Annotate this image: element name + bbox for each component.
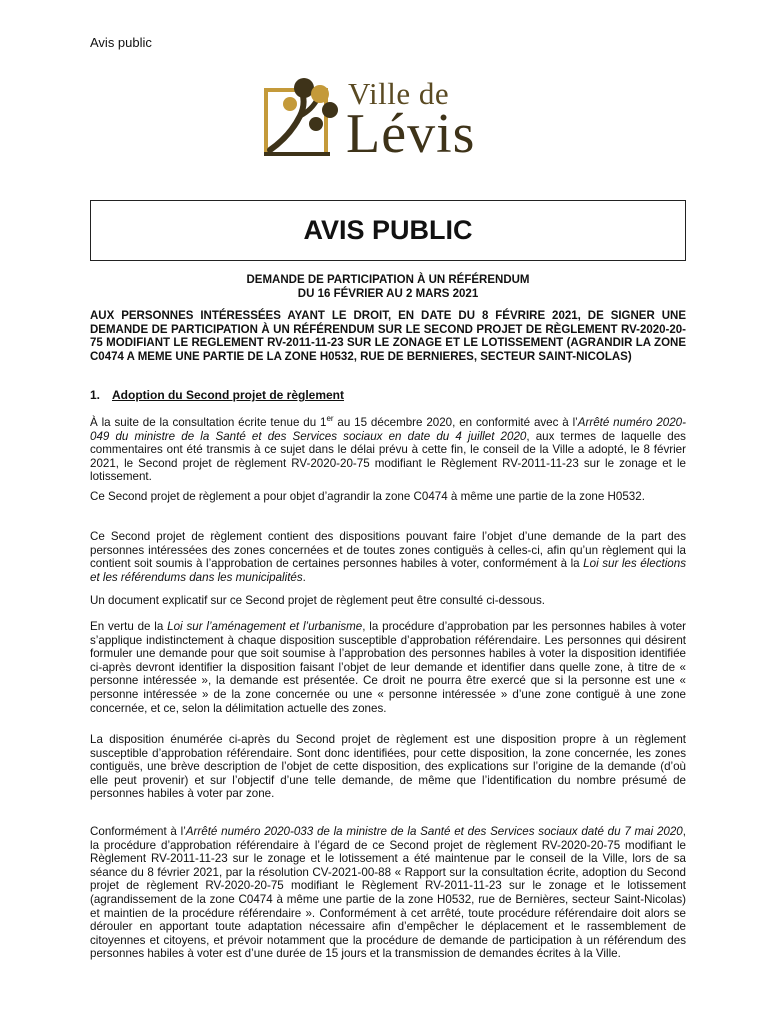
paragraph-arrete-2020-033: [90, 825, 686, 961]
subtitle-line-2: DU 16 FÉVRIER AU 2 MARS 2021: [297, 288, 479, 300]
paragraph-dispositions: [90, 530, 686, 584]
page-header-label: Avis public: [90, 35, 152, 50]
logo-emblem-icon: [260, 76, 344, 158]
page-title: AVIS PUBLIC: [303, 215, 473, 245]
paragraph-objet: Ce Second projet de règlement a pour objet d’agrandir la zone C0474 à même une partie de la zone H0532.: [90, 490, 645, 503]
p7-text-a: Conformément à l’: [90, 825, 186, 838]
p5-loi-reference: Loi sur l’aménagement et l’urbanisme: [167, 620, 363, 633]
subtitle: [90, 273, 686, 301]
p7-arrete-reference: Arrêté numéro 2020-033 de la ministre de la Santé et des Services sociaux daté du 7 mai 2020: [185, 825, 683, 838]
logo-text-levis: Lévis: [346, 103, 476, 165]
paragraph-adoption: [90, 416, 686, 484]
p1-arrete-reference: Arrêté numéro 2020-049 du ministre de la Santé et des Services sociaux en date du 4 juillet 2020: [90, 416, 686, 443]
section-1-heading: [90, 388, 344, 402]
intro-paragraph: AUX PERSONNES INTÉRESSÉES AYANT LE DROIT, EN DATE DU 8 FÉVRIRE 2021, DE SIGNER UNE DEMANDE DE PARTICIPATION À UN RÉFÉRENDUM SUR LE SECOND PROJET DE RÈGLEMENT RV-2020-20-75 MODIFIANT LE REGLEMENT RV-2011-11-23 SUR LE ZONAGE ET LE LOTISSEMENT (AGRANDIR LA ZONE C0474 A MEME UNE PARTIE DE LA ZONE H0532, RUE DE BERNIERES, SECTEUR SAINT-NICOLAS): [90, 310, 686, 363]
p5-text-c: , la procédure d’approbation par les personnes habiles à voter s’applique indistinctement à chaque disposition susceptible d’approbation référendaire. Les personnes qui désirent formuler une demande pour que soit soumise à l’approbation des personnes habiles à voter la disposition identifiée ci-après devront identifier la disposition faisant l’objet de leur demande et identifier dans quelle zone, à titre de « personne intéressée », la demande est présentée. Ce droit ne pourra être exercé que si la personne est une « personne intéressée » de la zone concernée ou une « personne intéressée » d’une zone contiguë à une zone concernée, et ce, selon la délimitation actuelle des zones.: [90, 620, 686, 715]
p5-text-a: En vertu de la: [90, 620, 168, 633]
p1-superscript: er: [326, 414, 334, 424]
paragraph-procedure-approbation: [90, 620, 686, 715]
ville-de-levis-logo: [260, 76, 520, 165]
p7-text-c: , la procédure d’approbation référendaire à l’égard de ce Second projet de règlement RV-2020-20-75 modifiant le Règlement RV-2011-11-23 sur le zonage et le lotissement a été maintenue par le conseil de la Ville, lors de sa séance du 8 février 2021, par la résolution CV-2021-00-88 « Rapport sur la consultation écrite, adoption du Second projet de règlement RV-2020-20-75 modifiant le Règlement RV-2011-11-23 sur le zonage et le lotissement (agrandissement de la zone C0474 à même une partie de la zone H0532, rue de Bernières, secteur Saint-Nicolas) et maintien de la procédure référendaire ». Conformément à cet arrêté, toute procédure référendaire doit alors se dérouler en apportant toute adaptation nécessaire afin d’empêcher le déplacement et le rassemblement de citoyennes et citoyens, et prévoir notamment que la procédure de demande de participation à un référendum des personnes habiles à voter est d’une durée de 15 jours et la transmission de demandes écrites à la Ville.: [90, 825, 686, 961]
paragraph-document-explicatif: Un document explicatif sur ce Second projet de règlement peut être consulté ci-dessous.: [90, 594, 545, 607]
title-box: [90, 200, 686, 261]
p3-text-a: Ce Second projet de règlement contient des dispositions pouvant faire l’objet d’une demande de la part des personnes intéressées des zones concernées et de toutes zones contiguës à celles-ci, afin qu’un règlement qui la contient soit soumis à l’approbation de certaines personnes habiles à voter, conformément à la: [90, 530, 686, 571]
logo-text-ville-de: Ville de: [348, 76, 450, 111]
p1-text-b: au 15 décembre 2020, en conformité avec à l’: [333, 416, 578, 429]
p1-text-d: , aux termes de laquelle des commentaires ont été transmis à ce sujet dans le délai prévu à cette fin, le conseil de la Ville a adopté, le 8 février 2021, le Second projet de règlement RV-2020-20-75 modifiant le Règlement RV-2011-11-23 sur le zonage et le lotissement.: [90, 429, 686, 484]
section-1-title: Adoption du Second projet de règlement: [112, 388, 345, 402]
subtitle-line-1: DEMANDE DE PARTICIPATION À UN RÉFÉRENDUM: [246, 274, 530, 286]
paragraph-disposition-enumeree: La disposition énumérée ci-après du Second projet de règlement est une disposition propre à un règlement susceptible d’approbation référendaire. Sont donc identifiées, pour cette disposition, la zone concernée, les zones contiguës, une brève description de l’objet de cette disposition, des explications sur l’origine de la demande (d’où elle peut provenir) et sur l’objectif d’une telle demande, de même que l’identification du nombre présumé de personnes habiles à voter par zone.: [90, 733, 686, 801]
p1-text-a: À la suite de la consultation écrite tenue du 1: [90, 416, 327, 429]
section-1-number: 1.: [90, 388, 101, 402]
p3-text-c: .: [302, 570, 306, 584]
p3-loi-reference: Loi sur les élections et les référendums dans les municipalités: [90, 557, 686, 584]
